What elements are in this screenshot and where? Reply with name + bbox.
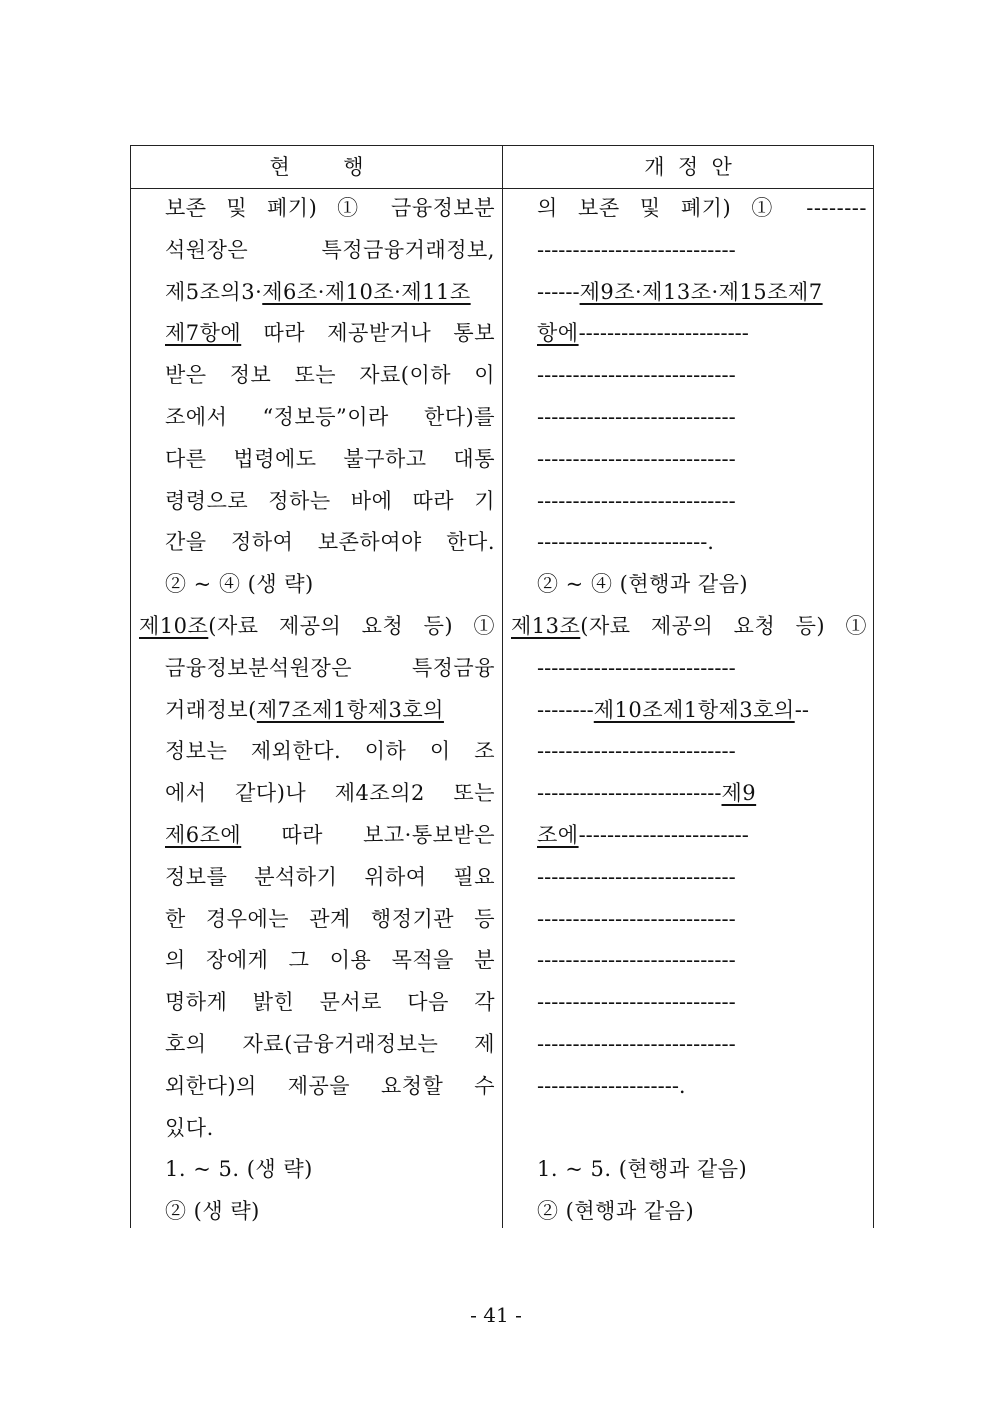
text-span: (자료 제공의 요청 등) ① [208,613,495,638]
underlined-text: 제6조·제10조·제11조 [262,279,471,304]
underlined-text: 제10조제1항제3호의 [593,697,795,722]
right-line: ---------------------------- [537,655,736,680]
underlined-text: 제6조에 [165,822,242,847]
underlined-text: 제9 [721,781,757,806]
left-line: 석원장은 특정금융거래정보, [165,237,495,262]
left-line: 호의 자료(금융거래정보는 제 [165,1031,495,1056]
left-line: 정보를 분석하기 위하여 필요 [165,864,495,889]
column-divider [502,146,503,1228]
left-line: 금융정보분석원장은 특정금융 [165,655,495,680]
underlined-text: 제7항에 [165,321,242,346]
left-line: 정보는 제외한다. 이하 이 조 [165,739,495,764]
left-line: 보존 및 폐기) ① 금융정보분 [165,196,495,220]
left-line: 외한다)의 제공을 요청할 수 [165,1073,495,1098]
left-line [139,690,495,732]
dash-span: -------------------------- [537,781,722,806]
current-text-column [139,188,495,1233]
left-line: 조에서 “정보등”이라 한다)를 [165,404,495,429]
right-line: 의 보존 및 폐기) ① -------- [537,196,867,220]
text-span: 거래정보( [165,697,257,722]
right-line: ---------------------------- [537,1031,736,1056]
left-line: 한 경우에는 관계 행정기관 등 [165,906,495,931]
header-proposed: 개 정 안 [644,155,732,179]
left-line: 받은 정보 또는 자료(이하 이 [165,363,495,388]
left-line: 령령으로 정하는 바에 따라 기 [165,488,495,513]
right-line: ---------------------------- [537,948,736,973]
right-line: ---------------------------- [537,864,736,889]
underlined-text: 제13조 [511,613,581,638]
underlined-text: 조에 [537,822,579,847]
right-line: ② ~ ④ (현행과 같음) [537,572,749,597]
right-line: ---------------------------- [537,446,736,471]
left-line: 에서 같다)나 제4조의2 또는 [165,781,495,806]
left-line: ② (생 략) [165,1199,260,1224]
right-line: --------------------. [537,1073,686,1098]
left-line: 간을 정하여 보존하여야 한다. [165,530,495,555]
right-line: ---------------------------- [537,363,736,388]
proposed-text-column [511,188,867,1233]
text-span: 제5조의3· [165,279,263,304]
text-span: 따라 제공받거나 통보 [241,321,495,346]
underlined-text: 제7조제1항제3호의 [256,697,444,722]
right-line: ---------------------------- [537,488,736,513]
dash-span: -------- [537,697,594,722]
right-line: ---------------------------- [537,990,736,1015]
text-span: (자료 제공의 요청 등) ① [580,613,867,638]
right-line [511,1108,867,1150]
dash-span: ------------------------ [578,321,749,346]
page-number: - 41 - [470,1303,522,1327]
left-line: ② ~ ④ (생 략) [165,572,314,597]
right-line: ------------------------. [537,530,714,555]
left-line: 의 장에게 그 이용 목적을 분 [165,948,495,973]
left-line: 명하게 밝힌 문서로 다음 각 [165,990,495,1015]
right-line [511,313,867,355]
text-span: 따라 보고·통보받은 [241,822,495,847]
right-line [511,272,867,314]
right-line: ② (현행과 같음) [537,1199,695,1224]
right-line: ---------------------------- [537,906,736,931]
right-line: ---------------------------- [537,739,736,764]
left-line [139,815,495,857]
right-line: ---------------------------- [537,237,736,262]
dash-span: -- [794,697,809,722]
right-line [511,606,867,648]
left-line [139,606,495,648]
header-current: 현 행 [269,155,364,179]
dash-span: ------ [537,279,580,304]
left-line [139,313,495,355]
underlined-text: 항에 [537,321,579,346]
right-line: 1. ~ 5. (현행과 같음) [537,1157,748,1182]
right-line [511,690,867,732]
left-line: 있다. [165,1115,214,1140]
left-line [139,272,495,314]
left-line: 1. ~ 5. (생 략) [165,1157,313,1182]
left-line: 다른 법령에도 불구하고 대통 [165,446,495,471]
right-line [511,773,867,815]
comparison-table [130,145,874,1228]
right-line: ---------------------------- [537,404,736,429]
underlined-text: 제9조·제13조·제15조제7 [579,279,823,304]
dash-span: ------------------------ [578,822,749,847]
underlined-text: 제10조 [139,613,209,638]
right-line [511,815,867,857]
